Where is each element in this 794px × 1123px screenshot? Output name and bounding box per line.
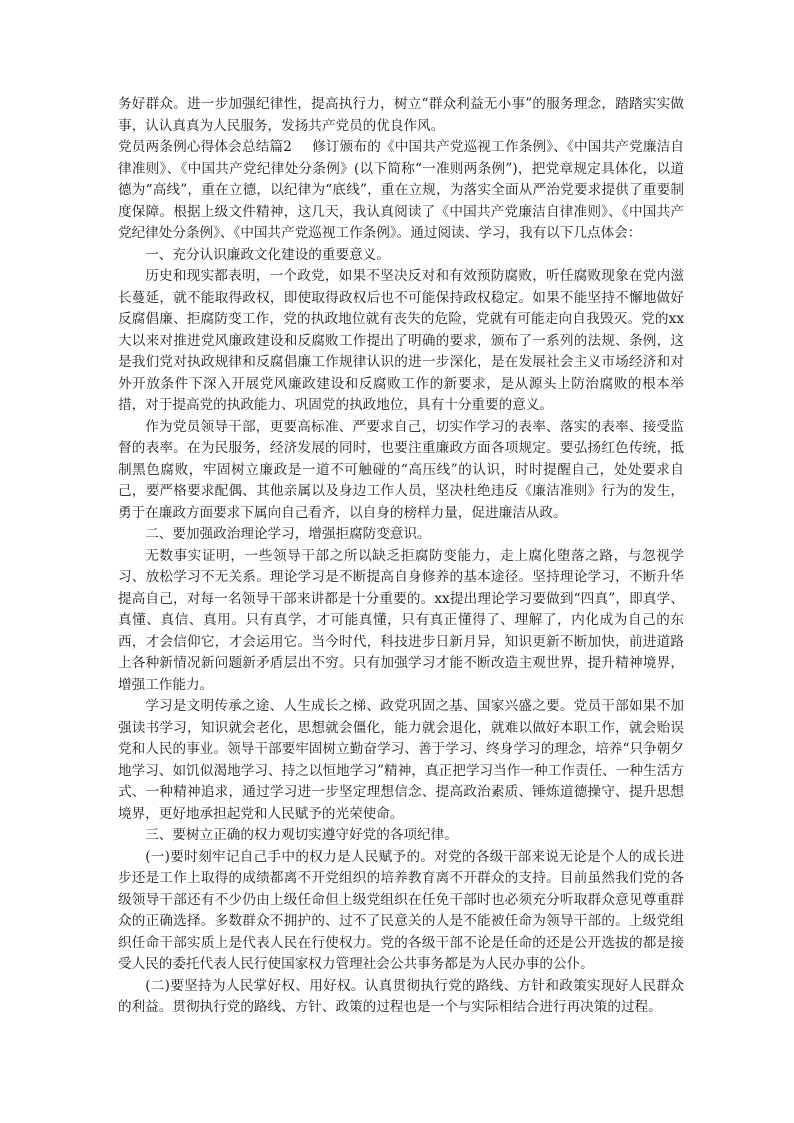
paragraph-6: 学习是文明传承之途、人生成长之梯、政党巩固之基、国家兴盛之要。党员干部如果不加强读书学习，知识就会老化，思想就会僵化，能力就会退化，就难以做好本职工作，就会贻误党和人民的事业。领导干部要牢固树立勤奋学习、善于学习、终身学习的理念，培养“只争朝夕地学习、如饥似渴地学习、持之以恒地学习”精神，真正把学习当作一种工作责任、一种生活方式、一种精神追求，通过学习进一步坚定理想信念、提高政治素质、锤炼道德操守、提升思想境界，更好地承担起党和人民赋予的光荣使命。 [118,698,684,822]
paragraph-7: (一)要时刻牢记自己手中的权力是人民赋予的。对党的各级干部来说无论是个人的成长进步还是工作上取得的成绩都离不开党组织的培养教育离不开群众的支持。目前虽然我们党的各级领导干部还有不少仍由上级任命但上级党组织在任免干部时也必须充分听取群众意见尊重群众的正确选择。多数群众不拥护的、过不了民意关的人是不能被任命为领导干部的。上级党组织任命干部实质上是代表人民在行使权力。党的各级干部不论是任命的还是公开选拔的都是接受人民的委托代表人民行使国家权力管理社会公共事务都是为人民办事的公仆。 [118,848,684,972]
paragraph-2: 党员两条例心得体会总结篇2 修订颁布的《中国共产党巡视工作条例》、《中国共产党廉洁自律准则》、《中国共产党纪律处分条例》(以下简称“一准则两条例”)，把党章规定具体化，以道德为“高线”，重在立德，以纪律为“底线”，重在立规，为落实全面从严治党要求提供了重要制度保障。根据上级文件精神，这几天，我认真阅读了《中国共产党廉洁自律准则》、《中国共产党纪律处分条例》、《中国共产党巡视工作条例》。通过阅读、学习，我有以下几点体会： [118,139,684,241]
paragraph-4: 作为党员领导干部，更要高标准、严要求自己，切实作学习的表率、落实的表率、接受监督的表率。在为民服务，经济发展的同时，也要注重廉政方面各项规定。要弘扬红色传统，抵制黑色腐败，牢固树立廉政是一道不可触碰的“高压线”的认识，时时提醒自己，处处要求自己，要严格要求配偶、其他亲属以及身边工作人员，坚决杜绝违反《廉洁准则》行为的发生，勇于在廉政方面要求下属向自己看齐，以自身的榜样力量，促进廉洁从政。 [118,418,684,521]
paragraph-1: 务好群众。进一步加强纪律性，提高执行力，树立“群众利益无小事”的服务理念，踏踏实实做事，认认真真为人民服务，发扬共产党员的优良作风。 [118,96,684,134]
paragraph-8: (二)要坚持为人民掌好权、用好权。认真贯彻执行党的路线、方针和政策实现好人民群众的利益。贯彻执行党的路线、方针、政策的过程也是一个与实际相结合进行再决策的过程。 [118,977,684,1015]
heading-1: 一、充分认识廉政文化建设的重要意义。 [145,246,390,263]
section-title: 党员两条例心得体会总结篇2 [118,139,292,155]
paragraph-3: 历史和现实都表明，一个政党，如果不坚决反对和有效预防腐败，听任腐败现象在党内滋长蔓延，就不能取得政权，即使取得政权后也不可能保持政权稳定。如果不能坚持不懈地做好反腐倡廉、拒腐防变工作，党的执政地位就有丧失的危险，党就有可能走向自我毁灭。党的xx大以来对推进党风廉政建设和反腐败工作提出了明确的要求，颁布了一系列的法规、条例，这是我们党对执政规律和反腐倡廉工作规律认识的进一步深化，是在发展社会主义市场经济和对外开放条件下深入开展党风廉政建设和反腐败工作的新要求，是从源头上防治腐败的根本举措，对于提高党的执政能力、巩固党的执政地位，具有十分重要的意义。 [118,268,684,413]
paragraph-5: 无数事实证明，一些领导干部之所以缺乏拒腐防变能力，走上腐化堕落之路，与忽视学习、放松学习不无关系。理论学习是不断提高自身修养的基本途径。坚持理论学习，不断升华提高自己，对每一名领导干部来讲都是十分重要的。xx提出理论学习要做到“四真”，即真学、真懂、真信、真用。只有真学，才可能真懂，只有真正懂得了、理解了，内化成为自己的东西，才会信仰它，才会运用它。当今时代，科技进步日新月异，知识更新不断加快，前进道路上各种新情况新问题新矛盾层出不穷。只有加强学习才能不断改造主观世界，提升精神境界，增强工作能力。 [118,547,684,693]
heading-2: 二、要加强政治理论学习，增强拒腐防变意识。 [145,526,431,542]
heading-3: 三、要树立正确的权力观切实遵守好党的各项纪律。 [145,827,458,843]
